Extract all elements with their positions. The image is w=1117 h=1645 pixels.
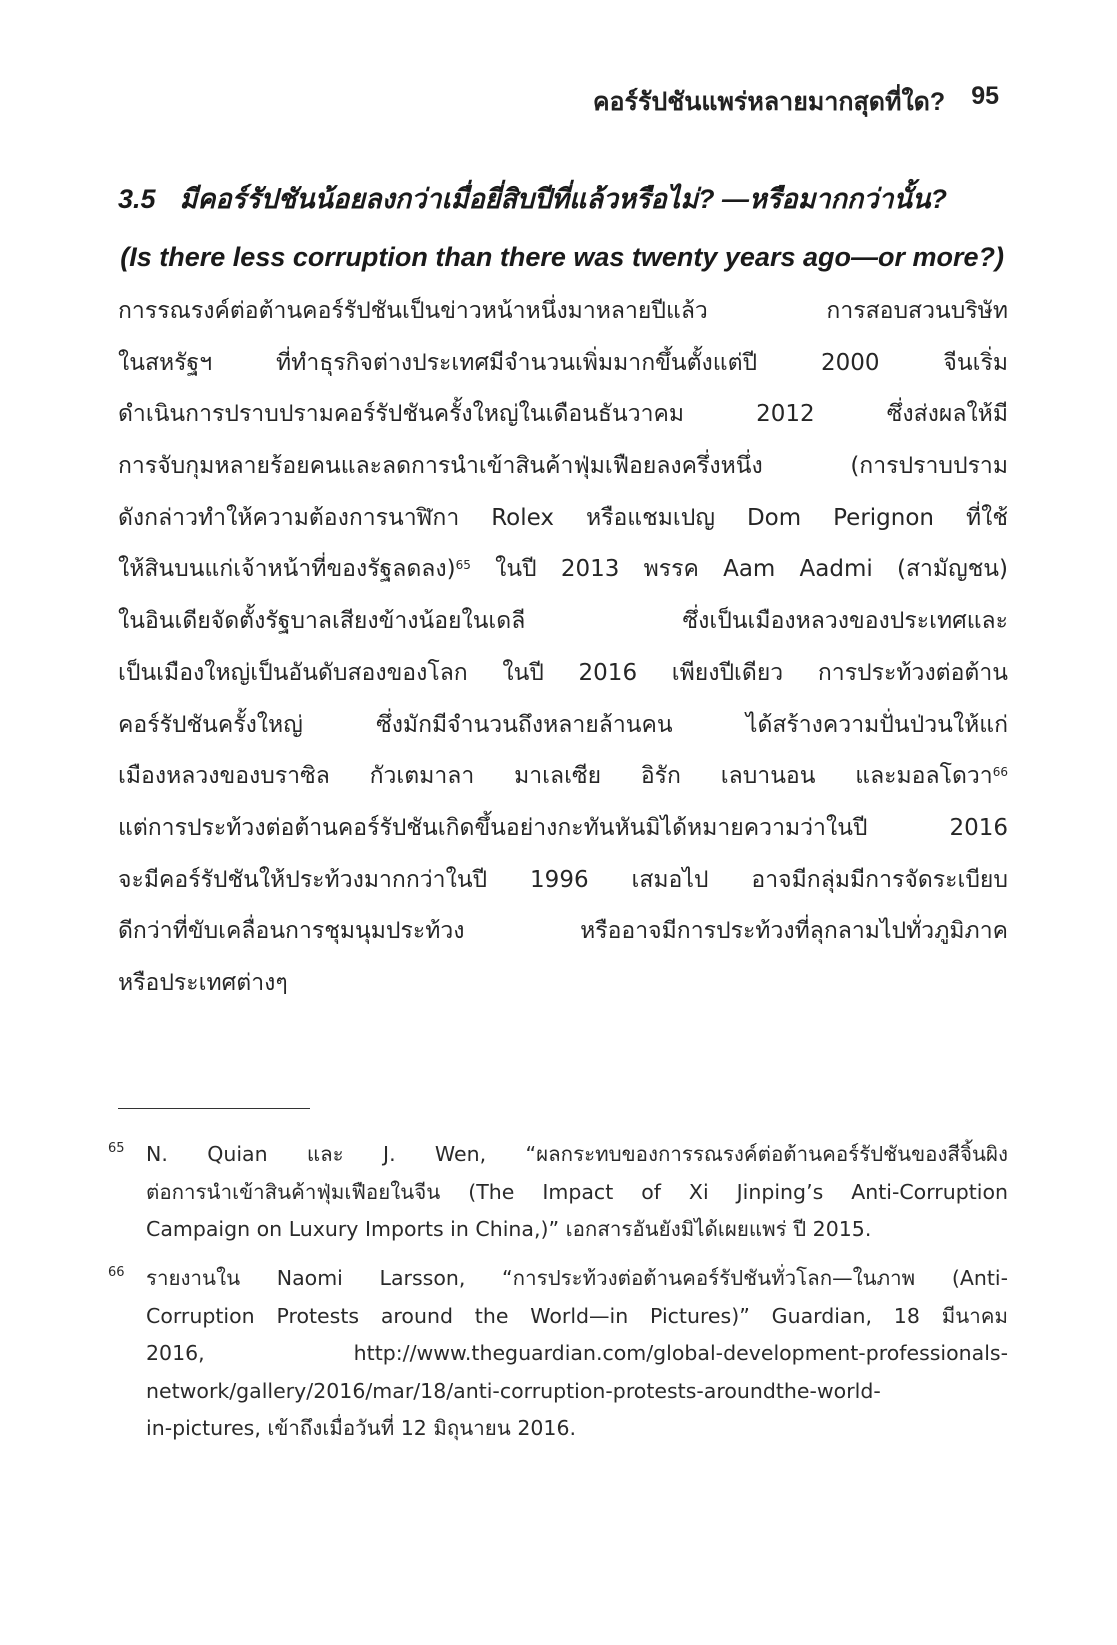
- body-line: คอร์รัปชันครั้งใหญ่ ซึ่งมักมีจำนวนถึงหลายล้านคน ได้สร้างความปั่นป่วนให้แก่: [118, 711, 1008, 738]
- body-line: การจับกุมหลายร้อยคนและลดการนำเข้าสินค้าฟุ่มเฟือยลงครึ่งหนึ่ง (การปราบปราม: [118, 453, 1008, 480]
- footnote-line: รายงานใน Naomi Larsson, “การประท้วงต่อต้านคอร์รัปชันทั่วโลก—ในภาพ (Anti-: [146, 1266, 1008, 1290]
- body-line: ดีกว่าที่ขับเคลื่อนการชุมนุมประท้วง หรืออาจมีการประท้วงที่ลุกลามไปทั่วภูมิภาค: [118, 918, 1008, 945]
- body-line: แต่การประท้วงต่อต้านคอร์รัปชันเกิดขึ้นอย่างกะทันหันมิได้หมายความว่าในปี 2016: [118, 814, 1008, 841]
- footnote-number: 65: [108, 1141, 125, 1156]
- body-line: ในสหรัฐฯ ที่ทำธุรกิจต่างประเทศมีจำนวนเพิ่มมากขึ้นตั้งแต่ปี 2000 จีนเริ่ม: [118, 349, 1008, 376]
- body-line-text: ให้สินบนแก่เจ้าหน้าที่ของรัฐลดลง): [118, 556, 456, 583]
- section-number: 3.5: [118, 184, 156, 214]
- body-paragraph: [118, 286, 1008, 1010]
- footnote-line: Corruption Protests around the World—in Pictures)” Guardian, 18 มีนาคม: [146, 1303, 1008, 1328]
- body-line: หรือประเทศต่างๆ: [118, 969, 288, 996]
- footnote-line: in-pictures, เข้าถึงเมื่อวันที่ 12 มิถุนายน 2016.: [146, 1416, 577, 1440]
- footnote-divider: [118, 1108, 310, 1109]
- section-title-thai: มีคอร์รัปชันน้อยลงกว่าเมื่อยี่สิบปีที่แล้วหรือไม่? —หรือมากกว่านั้น?: [179, 184, 947, 214]
- footnote-65: [108, 1136, 1008, 1249]
- footnote-66: [108, 1260, 1008, 1448]
- footnote-url-line[interactable]: network/gallery/2016/mar/18/anti-corruption-protests-aroundthe-world-: [146, 1378, 881, 1403]
- footnote-line: N. Quian และ J. Wen, “ผลกระทบของการรณรงค์ต่อต้านคอร์รัปชันของสีจิ้นผิง: [146, 1142, 1008, 1166]
- footnote-ref-65[interactable]: 65: [455, 558, 471, 573]
- section-heading: [118, 170, 1004, 286]
- footnote-url-line[interactable]: 2016, http://www.theguardian.com/global-development-professionals-: [146, 1341, 1008, 1365]
- body-line: ดังกล่าวทำให้ความต้องการนาฬิกา Rolex หรือแชมเปญ Dom Perignon ที่ใช้: [118, 504, 1008, 531]
- footnote-line: Campaign on Luxury Imports in China,)” เอกสารอันยังมิได้เผยแพร่ ปี 2015.: [146, 1217, 872, 1241]
- running-head-title: คอร์รัปชันแพร่หลายมากสุดที่ใด?: [592, 88, 946, 116]
- body-line-with-footnote-ref: [118, 544, 1008, 596]
- body-line: การรณรงค์ต่อต้านคอร์รัปชันเป็นข่าวหน้าหนึ่งมาหลายปีแล้ว การสอบสวนบริษัท: [118, 298, 1008, 324]
- body-line: จะมีคอร์รัปชันให้ประท้วงมากกว่าในปี 1996 เสมอไป อาจมีกลุ่มมีการจัดระเบียบ: [118, 866, 1008, 893]
- page-number: 95: [971, 82, 999, 110]
- body-line-with-footnote-ref: [118, 751, 1008, 803]
- body-line: ในอินเดียจัดตั้งรัฐบาลเสียงข้างน้อยในเดลี ซึ่งเป็นเมืองหลวงของประเทศและ: [118, 608, 1008, 635]
- body-line-text: เมืองหลวงของบราซิล กัวเตมาลา มาเลเซีย อิรัก เลบานอน และมอลโดวา: [118, 763, 993, 790]
- section-title-english: (Is there less corruption than there was twenty years ago—or more?): [120, 242, 1004, 272]
- body-line: เป็นเมืองใหญ่เป็นอันดับสองของโลก ในปี 2016 เพียงปีเดียว การประท้วงต่อต้าน: [118, 659, 1008, 686]
- body-line: ดำเนินการปราบปรามคอร์รัปชันครั้งใหญ่ในเดือนธันวาคม 2012 ซึ่งส่งผลให้มี: [118, 401, 1008, 428]
- footnote-line: ต่อการนำเข้าสินค้าฟุ่มเฟือยในจีน (The Impact of Xi Jinping’s Anti-Corruption: [146, 1179, 1008, 1204]
- body-line-text: ในปี 2013 พรรค Aam Aadmi (สามัญชน): [470, 556, 1008, 583]
- footnote-ref-66[interactable]: 66: [992, 765, 1008, 780]
- running-head: [593, 82, 999, 122]
- footnote-number: 66: [108, 1265, 125, 1280]
